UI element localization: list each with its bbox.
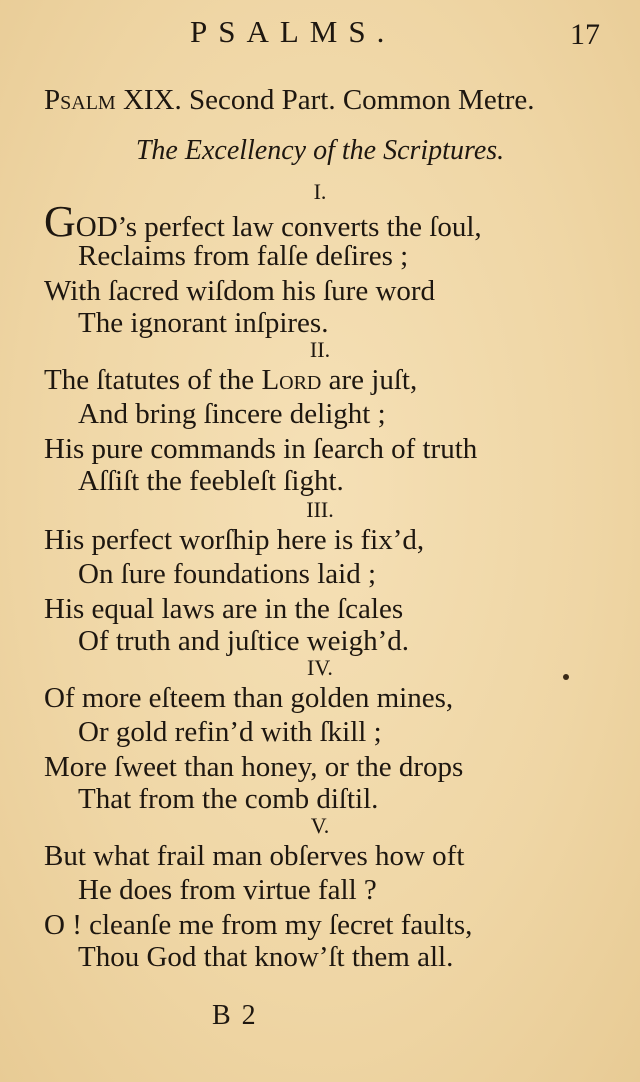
verse-line: His equal laws are in the ſcales xyxy=(44,593,404,625)
verse-line: His perfect worſhip here is fix’d, xyxy=(44,524,425,556)
verse-line: Or gold refin’d with ſkill ; xyxy=(78,716,382,748)
verse-line: Aſſiſt the feebleſt ſight. xyxy=(78,465,344,497)
psalm-heading-rest: XIX. Second Part. Common Metre. xyxy=(115,84,535,116)
verse-numeral: I. xyxy=(313,179,327,204)
verse-line xyxy=(44,197,482,246)
verse-line: Of more eſteem than golden mines, xyxy=(44,682,454,714)
signature-mark: B 2 xyxy=(212,1000,258,1031)
running-head xyxy=(0,14,640,54)
ink-speck xyxy=(563,674,569,680)
verse-line: With ſacred wiſdom his ſure word xyxy=(44,275,436,307)
verse-line: On ſure foundations laid ; xyxy=(78,558,377,590)
verse-line: But what frail man obſerves how oft xyxy=(44,840,465,872)
small-caps-word: Lord xyxy=(261,364,322,396)
verse-line xyxy=(44,364,417,396)
verse-line: That from the comb diſtil. xyxy=(78,783,379,815)
verse-line: And bring ſincere delight ; xyxy=(78,398,386,430)
verse-line: The ignorant inſpires. xyxy=(78,307,329,339)
verse-line: Of truth and juſtice weigh’d. xyxy=(78,625,409,657)
psalm-heading xyxy=(44,84,604,117)
verse-numeral: V. xyxy=(310,813,330,838)
verse-line-text: are juſt, xyxy=(321,364,418,396)
running-title: PSALMS. xyxy=(190,14,396,49)
drop-cap: G xyxy=(44,197,76,246)
verse-line: O ! cleanſe me from my ſecret faults, xyxy=(44,909,473,941)
page-number: 17 xyxy=(570,18,600,51)
verse-numeral: IV. xyxy=(307,655,333,680)
verse-numeral: II. xyxy=(309,337,331,362)
subtitle: The Excellency of the Scriptures. xyxy=(135,135,505,166)
verse-line: His pure commands in ſearch of truth xyxy=(44,433,478,465)
verse-line-text: OD’s perfect law converts the ſoul, xyxy=(75,211,482,243)
verse-line: More ſweet than honey, or the drops xyxy=(44,751,464,783)
verse-line: Reclaims from falſe deſires ; xyxy=(78,240,409,272)
verse-line: Thou God that know’ſt them all. xyxy=(78,941,454,973)
psalm-label: Psalm xyxy=(44,84,116,116)
verse-line-text: The ſtatutes of the xyxy=(44,364,262,396)
verse-numeral: III. xyxy=(306,497,334,522)
verse-line: He does from virtue fall ? xyxy=(78,874,377,906)
